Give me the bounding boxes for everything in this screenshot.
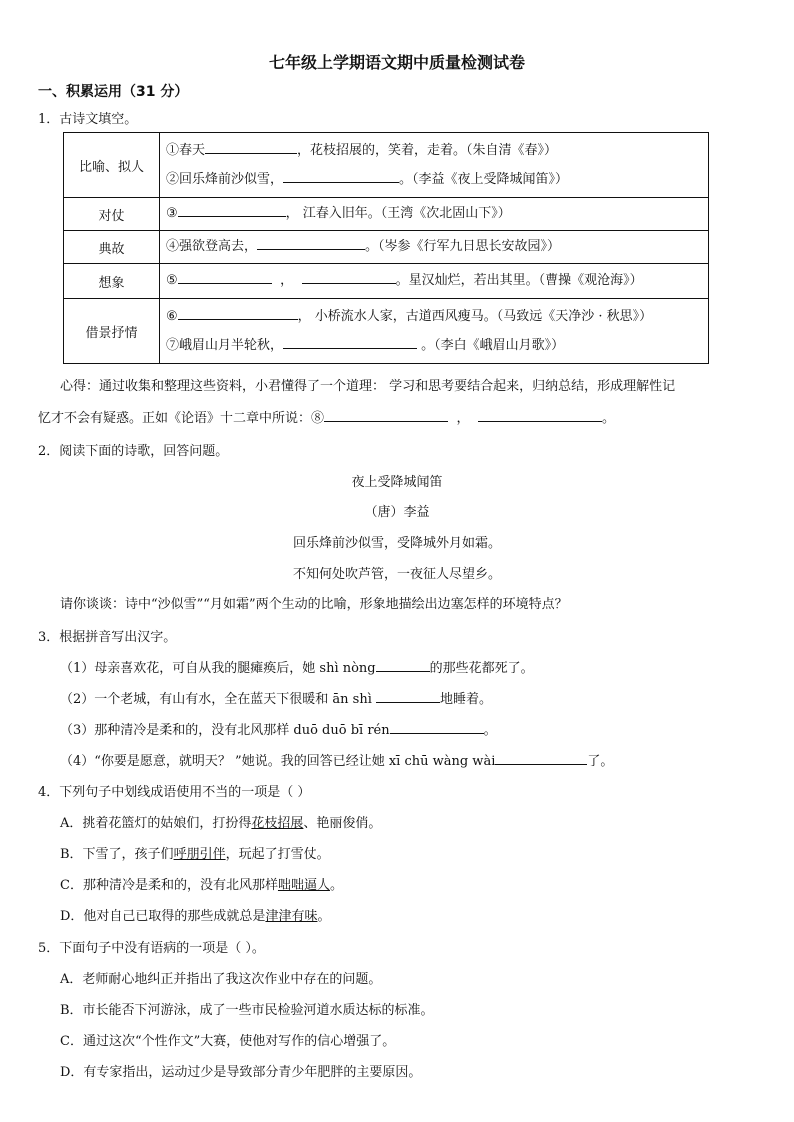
exam-title: 七年级上学期语文期中质量检测试卷 bbox=[268, 53, 525, 72]
q5-stem: 5．下面句子中没有语病的一项是（ ）。 bbox=[38, 941, 265, 956]
pinyin-item: （3）那种清冷是柔和的，没有北风那样 duō duō bī rén 。 bbox=[60, 723, 497, 738]
q3-stem: 3．根据拼音写出汉字。 bbox=[38, 630, 177, 645]
table-row bbox=[64, 133, 709, 198]
fill-line: ②回乐烽前沙似雪， 。（李益《夜上受降城闻笛》） bbox=[166, 172, 569, 187]
category-cell: 典故 bbox=[64, 231, 160, 264]
answer-blank[interactable] bbox=[302, 271, 396, 284]
category-cell: 借景抒情 bbox=[64, 299, 160, 364]
option-b[interactable]: B．市长能否下河游泳，成了一些市民检验河道水质达标的标准。 bbox=[60, 1003, 434, 1018]
category-cell: 对仗 bbox=[64, 198, 160, 231]
poem-fill-table bbox=[63, 132, 709, 364]
option-a[interactable]: A．挑着花篮灯的姑娘们，打扮得花枝招展、艳丽俊俏。 bbox=[60, 816, 382, 831]
answer-blank[interactable] bbox=[376, 690, 440, 703]
q4-stem: 4．下列句子中划线成语使用不当的一项是（ ） bbox=[38, 785, 311, 800]
underlined-idiom: 咄咄逼人 bbox=[277, 878, 330, 893]
poem-line: 回乐烽前沙似雪，受降城外月如霜。 bbox=[292, 536, 501, 551]
table-row bbox=[64, 264, 709, 299]
poem-title: 夜上受降城闻笛 bbox=[351, 475, 443, 490]
answer-blank[interactable] bbox=[178, 307, 298, 320]
underlined-idiom: 呼朋引伴 bbox=[173, 847, 226, 862]
answer-blank[interactable] bbox=[376, 659, 430, 672]
option-d[interactable]: D．有专家指出，运动过少是导致部分青少年肥胖的主要原因。 bbox=[60, 1065, 422, 1080]
option-b[interactable]: B．下雪了，孩子们呼朋引伴，玩起了打雪仗。 bbox=[60, 847, 330, 862]
table-row bbox=[64, 231, 709, 264]
answer-blank[interactable] bbox=[178, 271, 272, 284]
answer-blank[interactable] bbox=[257, 237, 365, 250]
fill-line: ④强欲登高去， 。（岑参《行军九日思长安故园》） bbox=[166, 239, 561, 254]
underlined-idiom: 花枝招展 bbox=[251, 816, 304, 831]
q1-note-line2: 忆才不会有疑惑。正如《论语》十二章中所说：⑧ ， 。 bbox=[38, 411, 616, 426]
table-row bbox=[64, 299, 709, 364]
answer-blank[interactable] bbox=[178, 204, 286, 217]
q2-question: 请你谈谈：诗中“沙似雪”“月如霜”两个生动的比喻，形象地描绘出边塞怎样的环境特点？ bbox=[60, 597, 568, 612]
category-cell: 想象 bbox=[64, 264, 160, 299]
option-c[interactable]: C．那种清冷是柔和的，没有北风那样咄咄逼人。 bbox=[60, 878, 343, 893]
table-row bbox=[64, 198, 709, 231]
fill-line: ⑦峨眉山月半轮秋， 。（李白《峨眉山月歌》） bbox=[166, 338, 565, 353]
option-d[interactable]: D．他对自己已取得的那些成就总是津津有味。 bbox=[60, 909, 331, 924]
poem-line: 不知何处吹芦管，一夜征人尽望乡。 bbox=[292, 567, 501, 582]
poem-author: （唐）李益 bbox=[364, 505, 430, 520]
answer-blank[interactable] bbox=[478, 409, 602, 422]
pinyin-item: （4）“你要是愿意，就明天？ ”她说。我的回答已经让她 xī chū wàng wài 了。 bbox=[60, 754, 614, 769]
answer-blank[interactable] bbox=[390, 721, 484, 734]
q1-note-line1: 心得：通过收集和整理这些资料，小君懂得了一个道理： 学习和思考要结合起来，归纳总结，形成理解性记 bbox=[60, 379, 676, 394]
fill-line: ①春天 ，花枝招展的，笑着，走着。（朱自清《春》） bbox=[166, 143, 558, 158]
answer-blank[interactable] bbox=[324, 409, 448, 422]
category-cell: 比喻、拟人 bbox=[64, 133, 160, 198]
q1-stem: 1．古诗文填空。 bbox=[38, 112, 138, 127]
section-heading: 一、积累运用（31 分） bbox=[38, 84, 189, 100]
fill-line: ③ ， 江春入旧年。（王湾《次北固山下》） bbox=[166, 206, 511, 221]
fill-line: ⑤ ， 。星汉灿烂，若出其里。（曹操《观沧海》） bbox=[166, 273, 643, 288]
answer-blank[interactable] bbox=[283, 336, 417, 349]
answer-blank[interactable] bbox=[283, 170, 399, 183]
option-a[interactable]: A．老师耐心地纠正并指出了我这次作业中存在的问题。 bbox=[60, 972, 382, 987]
answer-blank[interactable] bbox=[205, 141, 297, 154]
underlined-idiom: 津津有味 bbox=[265, 909, 318, 924]
fill-line: ⑥ ， 小桥流水人家，古道西风瘦马。（马致远《天净沙 · 秋思》） bbox=[166, 309, 653, 324]
pinyin-item: （1）母亲喜欢花，可自从我的腿瘫痪后，她 shì nòng 的那些花都死了。 bbox=[60, 661, 534, 676]
answer-blank[interactable] bbox=[495, 752, 587, 765]
pinyin-item: （2）一个老城，有山有水，全在蓝天下很暖和 ān shì 地睡着。 bbox=[60, 692, 493, 707]
option-c[interactable]: C．通过这次“个性作文”大赛，使他对写作的信心增强了。 bbox=[60, 1034, 396, 1049]
q2-stem: 2．阅读下面的诗歌，回答问题。 bbox=[38, 444, 229, 459]
